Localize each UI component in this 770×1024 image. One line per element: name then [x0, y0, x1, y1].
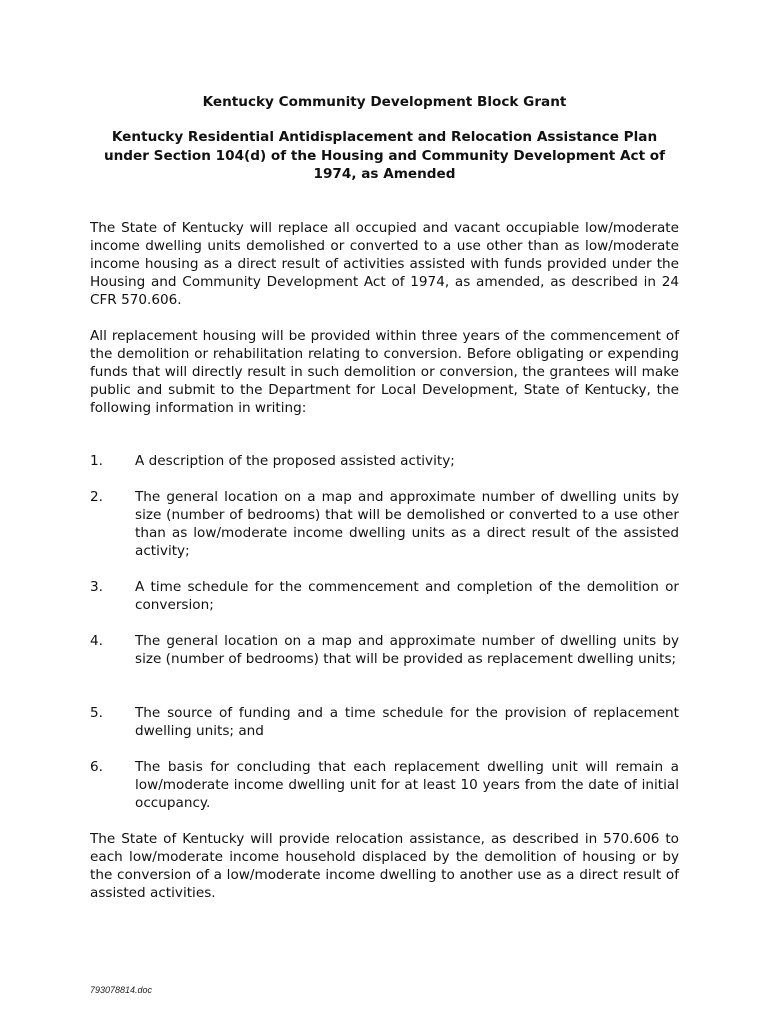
list-item-number: 2. [90, 489, 103, 505]
list-item-text: A time schedule for the commencement and completion of the demolition or conversion; [135, 579, 679, 614]
document-title: Kentucky Community Development Block Grant [202, 94, 567, 110]
list-item-text: The general location on a map and approximate number of dwelling units by size (number of bedrooms) that will be provided as replacement dwelling units; [135, 633, 679, 668]
list-item [90, 578, 679, 614]
list-item [90, 632, 679, 668]
list-item-number: 6. [90, 759, 103, 775]
list-item [90, 452, 679, 470]
list-item-number: 4. [90, 633, 103, 649]
paragraph-replacement-timing: All replacement housing will be provided within three years of the commencement of the demolition or rehabilitation relating to conversion. Before obligating or expending funds that will directly result in such demolition or conversion, the grantees will make public and submit to the Department for Local Development, State of Kentucky, the following information in writing: [90, 328, 679, 417]
list-item [90, 758, 679, 812]
list-item-text: The source of funding and a time schedule for the provision of replacement dwelling units; and [135, 705, 679, 740]
list-item-text: The general location on a map and approximate number of dwelling units by size (number of bedrooms) that will be demolished or converted to a use other than as low/moderate income dwelling units as a direct result of the assisted activity; [135, 489, 679, 560]
paragraph-relocation-assistance: The State of Kentucky will provide relocation assistance, as described in 570.606 to each low/moderate income household displaced by the demolition of housing or by the conversion of a low/moderate income dwelling to another use as a direct result of assisted activities. [90, 831, 679, 902]
footer-filename: 793078814.doc [90, 985, 153, 995]
list-item-text: A description of the proposed assisted activity; [135, 453, 455, 469]
list-item-text: The basis for concluding that each replacement dwelling unit will remain a low/moderate income dwelling unit for at least 10 years from the date of initial occupancy. [135, 759, 679, 812]
list-item [90, 488, 679, 560]
paragraph-replacement-commitment: The State of Kentucky will replace all occupied and vacant occupiable low/moderate income dwelling units demolished or converted to a use other than as low/moderate income housing as a direct result of activities assisted with funds provided under the Housing and Community Development Act of 1974, as amended, as described in 24 CFR 570.606. [90, 220, 679, 309]
document-subtitle: Kentucky Residential Antidisplacement and Relocation Assistance Plan under Section 104(d) of the Housing and Community Development Act of 1974, as Amended [103, 129, 666, 182]
list-item-number: 5. [90, 705, 103, 721]
list-item-number: 1. [90, 453, 103, 469]
list-item [90, 704, 679, 740]
list-item-number: 3. [90, 579, 103, 595]
